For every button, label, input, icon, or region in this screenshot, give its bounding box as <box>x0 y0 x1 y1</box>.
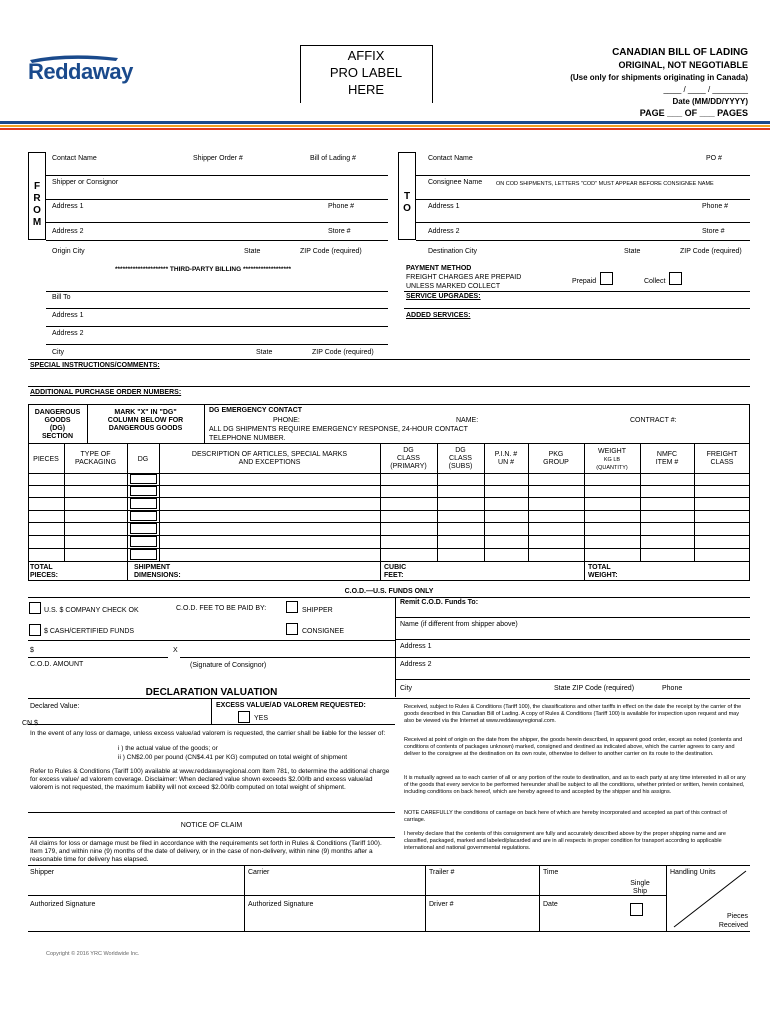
to-contact-name[interactable]: Contact Name <box>428 155 473 162</box>
sig-trailer[interactable]: Trailer # <box>429 869 455 876</box>
remit-address-2[interactable]: Address 2 <box>400 661 432 668</box>
special-instructions[interactable]: SPECIAL INSTRUCTIONS/COMMENTS: <box>30 362 160 369</box>
loss-item-i: i ) the actual value of the goods; or <box>118 745 218 752</box>
to-address-1[interactable]: Address 1 <box>428 203 460 210</box>
remit-city[interactable]: City <box>400 685 413 692</box>
to-address-2[interactable]: Address 2 <box>428 228 460 235</box>
cubic-feet-2: FEET: <box>384 572 404 579</box>
col-description-2: AND EXCEPTIONS <box>238 459 301 466</box>
sig-driver[interactable]: Driver # <box>429 901 454 908</box>
page-label: PAGE ___ OF ___ PAGES <box>639 108 748 118</box>
dg-section-3: (DG) <box>49 425 66 432</box>
from-phone[interactable]: Phone # <box>328 203 355 210</box>
col-pkg-1: PKG <box>548 451 564 458</box>
single-ship-2: Ship <box>632 888 647 895</box>
from-origin-city[interactable]: Origin City <box>52 248 85 255</box>
col-type-2: PACKAGING <box>74 459 117 466</box>
col-weight-2: KG LB <box>603 457 621 463</box>
col-dg-subs-2: CLASS <box>449 455 472 462</box>
consignee-fee-label: CONSIGNEE <box>302 628 345 635</box>
reddaway-logo <box>28 54 148 86</box>
from-letter-m: M <box>32 217 42 228</box>
handling-units[interactable]: Handling Units <box>670 869 716 876</box>
sig-carrier[interactable]: Carrier <box>248 869 270 876</box>
dg-phone[interactable]: PHONE: <box>273 417 300 424</box>
prepaid-label: Prepaid <box>572 278 597 285</box>
col-freight-2: CLASS <box>710 459 734 466</box>
dg-name[interactable]: NAME: <box>456 417 479 424</box>
remit-address-1[interactable]: Address 1 <box>400 643 432 650</box>
col-nmfc-2: ITEM # <box>655 459 679 466</box>
from-letter-f: F <box>33 181 41 192</box>
col-pin-2: UN # <box>498 459 514 466</box>
dg-checkbox-row-5[interactable] <box>130 523 157 534</box>
sig-time[interactable]: Time <box>543 869 559 876</box>
dg-checkbox-row-4[interactable] <box>130 511 157 521</box>
dg-checkbox-row-3[interactable] <box>130 498 157 509</box>
dg-section-1: DANGEROUS <box>34 409 81 416</box>
loss-text: In the event of any loss or damage, unless excess value/ad valorem is requested, the carrier shall be liable for the lesser of: <box>30 730 386 737</box>
bill-to[interactable]: Bill To <box>52 294 71 301</box>
cod-dollar: $ <box>30 647 34 654</box>
dg-mark-3: DANGEROUS GOODS <box>108 425 183 432</box>
dg-contract[interactable]: CONTRACT #: <box>630 417 677 424</box>
col-dg-subs-3: (SUBS) <box>448 463 473 470</box>
cod-fee-label: C.O.D. FEE TO BE PAID BY: <box>176 605 267 612</box>
total-weight-2: WEIGHT: <box>588 572 618 579</box>
cubic-feet-1: CUBIC <box>384 564 407 571</box>
brand-stripe-orange <box>0 125 770 127</box>
from-contact-name[interactable]: Contact Name <box>52 155 97 162</box>
shipment-dimensions-2: DIMENSIONS: <box>134 572 181 579</box>
dg-contact: DG EMERGENCY CONTACT <box>209 407 303 414</box>
pro-label-line-3: HERE <box>347 82 385 97</box>
third-party-heading: ********************* THIRD-PARTY BILLING ******************* <box>115 266 292 273</box>
cash-label: $ CASH/CERTIFIED FUNDS <box>44 628 135 635</box>
dg-checkbox-row-2[interactable] <box>130 486 157 496</box>
doc-title: CANADIAN BILL OF LADING <box>612 47 748 58</box>
col-pkg-2: GROUP <box>543 459 569 466</box>
col-dg-primary-3: (PRIMARY) <box>390 463 427 470</box>
remit-name[interactable]: Name (if different from shipper above) <box>400 621 518 628</box>
declaration-heading: DECLARATION VALUATION <box>145 687 278 698</box>
shipper-fee-label: SHIPPER <box>302 607 333 614</box>
single-ship-1: Single <box>630 880 650 887</box>
to-cod-note: ON COD SHIPMENTS, LETTERS "COD" MUST APPEAR BEFORE CONSIGNEE NAME <box>496 181 714 187</box>
auth-signature-carrier[interactable]: Authorized Signature <box>248 901 314 908</box>
col-weight-1: WEIGHT <box>598 448 626 455</box>
auth-signature-shipper[interactable]: Authorized Signature <box>30 901 96 908</box>
company-check-checkbox[interactable] <box>29 602 41 614</box>
from-letter-o: O <box>33 205 41 216</box>
cod-amount[interactable]: C.O.D. AMOUNT <box>30 661 84 668</box>
total-pieces-1: TOTAL <box>30 564 53 571</box>
col-pin-1: P.I.N. # <box>494 451 518 458</box>
dg-mark-1: MARK "X" IN "DG" <box>114 409 177 416</box>
to-letter-o: O <box>403 203 411 214</box>
to-state[interactable]: State <box>624 248 641 255</box>
excess-yes-checkbox[interactable] <box>238 711 250 723</box>
cod-signature-label[interactable]: (Signature of Consignor) <box>190 662 267 669</box>
added-services[interactable]: ADDED SERVICES: <box>406 312 471 319</box>
third-party-address-2[interactable]: Address 2 <box>52 330 84 337</box>
to-destination-city[interactable]: Destination City <box>428 248 478 255</box>
excess-value: EXCESS VALUE/AD VALOREM REQUESTED: <box>216 702 366 709</box>
copyright: Copyright © 2016 YRC Worldwide Inc. <box>46 951 140 957</box>
shipper-fee-checkbox[interactable] <box>286 601 298 613</box>
col-nmfc-1: NMFC <box>656 451 678 458</box>
to-po[interactable]: PO # <box>706 155 722 162</box>
col-description-1: DESCRIPTION OF ARTICLES, SPECIAL MARKS <box>191 451 348 458</box>
excess-yes-label: YES <box>254 715 269 722</box>
to-phone[interactable]: Phone # <box>702 203 729 210</box>
brand-stripe-red <box>0 128 770 130</box>
cash-checkbox[interactable] <box>29 624 41 636</box>
terms-paragraph-3: It is mutually agreed as to each carrier of all or any portion of the route to destination, and as to each party at any time interested in all or any of the goods that every service to be performed hereunder shall be subject to all the conditions, whether printed or written, herein contained, including conditions on back hereof, which are hereby agreed to and accepted by the shipper and his assigns. <box>404 775 746 795</box>
to-store[interactable]: Store # <box>702 228 725 235</box>
company-check-label: U.S. $ COMPANY CHECK OK <box>44 607 139 614</box>
loss-item-ii: ii ) CN$2.00 per pound (CN$4.41 per KG) computed on total weight of shipment <box>118 754 348 761</box>
terms-paragraph-1: Received, subject to Rules & Conditions (Tariff 100), the classifications and other tariffs in effect on the date the receipt by the carrier of the goods described in this Canadian Bill of Lading. A copy of Rules & Conditions (Tariff 100) is available for inspection upon request and may also be viewed via the Internet at www.reddawayregional.com. <box>404 704 742 724</box>
dg-mark-2: COLUMN BELOW FOR <box>107 417 184 424</box>
cn-dollar: CN $ <box>22 720 38 727</box>
remit-cod[interactable]: Remit C.O.D. Funds To: <box>400 599 479 606</box>
from-store[interactable]: Store # <box>328 228 351 235</box>
shipment-dimensions-1: SHIPMENT <box>134 564 171 571</box>
refer-text: Refer to Rules & Conditions (Tariff 100) available at www.reddawayregional.com Item 781, to determine the additional charge for excess value/ ad valorem coverage. Disclaimer: When declared value shown exceeds $2.00/lb and excess value/ad valorem is not requested, the maximum liability will not exceed $2.00/lb computed on total weight of shipment. <box>30 768 390 791</box>
col-type-1: TYPE OF <box>80 451 111 458</box>
remit-phone[interactable]: Phone <box>662 685 683 692</box>
dg-requirement: ALL DG SHIPMENTS REQUIRE EMERGENCY RESPONSE, 24-HOUR CONTACT <box>209 426 468 433</box>
claim-text: All claims for loss or damage must be filed in accordance with the requirements set forth in Rules & Conditions (Tariff 100). Item 179, and within nine (9) months of the date of delivery, or in the case of non-delivery, within nine (9) months after a reasonable time for delivery has elapsed. <box>30 840 382 863</box>
consignee-fee-checkbox[interactable] <box>286 623 298 635</box>
from-address-2[interactable]: Address 2 <box>52 228 84 235</box>
third-party-zip[interactable]: ZIP Code (required) <box>312 349 374 356</box>
dg-section-4: SECTION <box>41 433 74 440</box>
from-shipper-consignor[interactable]: Shipper or Consignor <box>52 179 119 186</box>
to-consignee-name[interactable]: Consignee Name <box>428 179 483 186</box>
terms-paragraph-5: I hereby declare that the contents of this consignment are fully and accurately described above by the proper shipping name and are classified, packaged, marked and labeled/placarded and are in all respects in proper condition for transport according to applicable international and national governmental regulations. <box>404 831 726 851</box>
total-weight-1: TOTAL <box>588 564 611 571</box>
single-ship-checkbox[interactable] <box>630 903 643 916</box>
dg-checkbox-row-7[interactable] <box>130 549 157 560</box>
to-letter-t: T <box>403 191 411 202</box>
payment-line-2: UNLESS MARKED COLLECT <box>406 283 501 290</box>
date-blank[interactable]: ____ / ____ / ________ <box>663 85 748 94</box>
from-zip[interactable]: ZIP Code (required) <box>300 248 362 255</box>
payment-line-1: FREIGHT CHARGES ARE PREPAID <box>406 274 522 281</box>
brand-stripe-blue <box>0 121 770 124</box>
col-weight-3: (QUANTITY) <box>596 465 628 471</box>
declared-value[interactable]: Declared Value: <box>30 703 80 710</box>
dg-section-2: GOODS <box>44 417 71 424</box>
terms-paragraph-4: NOTE CAREFULLY the conditions of carriage on back here of which are hereby incorporated and accepted as part of this contract of carriage. <box>404 810 727 823</box>
cod-signature-x: X <box>173 647 178 654</box>
total-pieces-2: PIECES: <box>30 572 59 579</box>
additional-po-numbers[interactable]: ADDITIONAL PURCHASE ORDER NUMBERS: <box>30 389 182 396</box>
col-dg-primary-1: DG <box>403 447 414 454</box>
dg-checkbox-row-6[interactable] <box>130 536 157 547</box>
col-dg-subs-1: DG <box>455 447 466 454</box>
from-letter-r: R <box>33 193 41 204</box>
from-shipper-order[interactable]: Shipper Order # <box>193 155 243 162</box>
col-pieces: PIECES <box>33 456 59 463</box>
terms-paragraph-2: Received at point of origin on the date from the shipper, the goods herein described, in apparent good order, except as noted (contents and conditions of contents of packages unknown) marked, consigned and destined as indicated above, which the carrier agrees to carry and deliver to the consignee at the destination on its own route, otherwise to deliver to another carrier on its route to the destination. <box>404 737 743 757</box>
logo-text: Reddaway <box>28 59 133 84</box>
remit-state-zip[interactable]: State ZIP Code (required) <box>554 685 635 692</box>
from-state[interactable]: State <box>244 248 261 255</box>
col-dg: DG <box>137 456 149 463</box>
third-party-address-1[interactable]: Address 1 <box>52 312 84 319</box>
sig-date[interactable]: Date <box>543 901 558 908</box>
dg-checkbox-row-1[interactable] <box>130 474 157 484</box>
pro-label-line-1: AFFIX <box>347 48 385 63</box>
service-upgrades[interactable]: SERVICE UPGRADES: <box>406 293 481 300</box>
from-address-1[interactable]: Address 1 <box>52 203 84 210</box>
to-zip[interactable]: ZIP Code (required) <box>680 248 742 255</box>
col-freight-1: FREIGHT <box>706 451 738 458</box>
third-party-city[interactable]: City <box>52 349 65 356</box>
dg-telephone: TELEPHONE NUMBER. <box>209 435 286 442</box>
sig-shipper[interactable]: Shipper <box>30 869 55 876</box>
collect-label: Collect <box>644 278 666 285</box>
date-label: Date (MM/DD/YYYY) <box>672 97 748 106</box>
from-bill-of-lading[interactable]: Bill of Lading # <box>310 155 356 162</box>
pro-label-box <box>300 45 432 103</box>
prepaid-checkbox[interactable] <box>600 272 613 285</box>
pieces-received-2: Received <box>718 922 748 929</box>
col-dg-primary-2: CLASS <box>397 455 420 462</box>
third-party-state[interactable]: State <box>256 349 273 356</box>
doc-note: (Use only for shipments originating in Canada) <box>570 73 748 82</box>
collect-checkbox[interactable] <box>669 272 682 285</box>
claim-heading: NOTICE OF CLAIM <box>180 822 243 829</box>
pro-label-line-2: PRO LABEL <box>329 65 403 80</box>
doc-subtitle: ORIGINAL, NOT NEGOTIABLE <box>618 60 748 70</box>
cod-heading: C.O.D.—U.S. FUNDS ONLY <box>344 588 434 595</box>
pieces-received-1: Pieces <box>726 913 748 920</box>
payment-heading: PAYMENT METHOD <box>406 265 472 272</box>
